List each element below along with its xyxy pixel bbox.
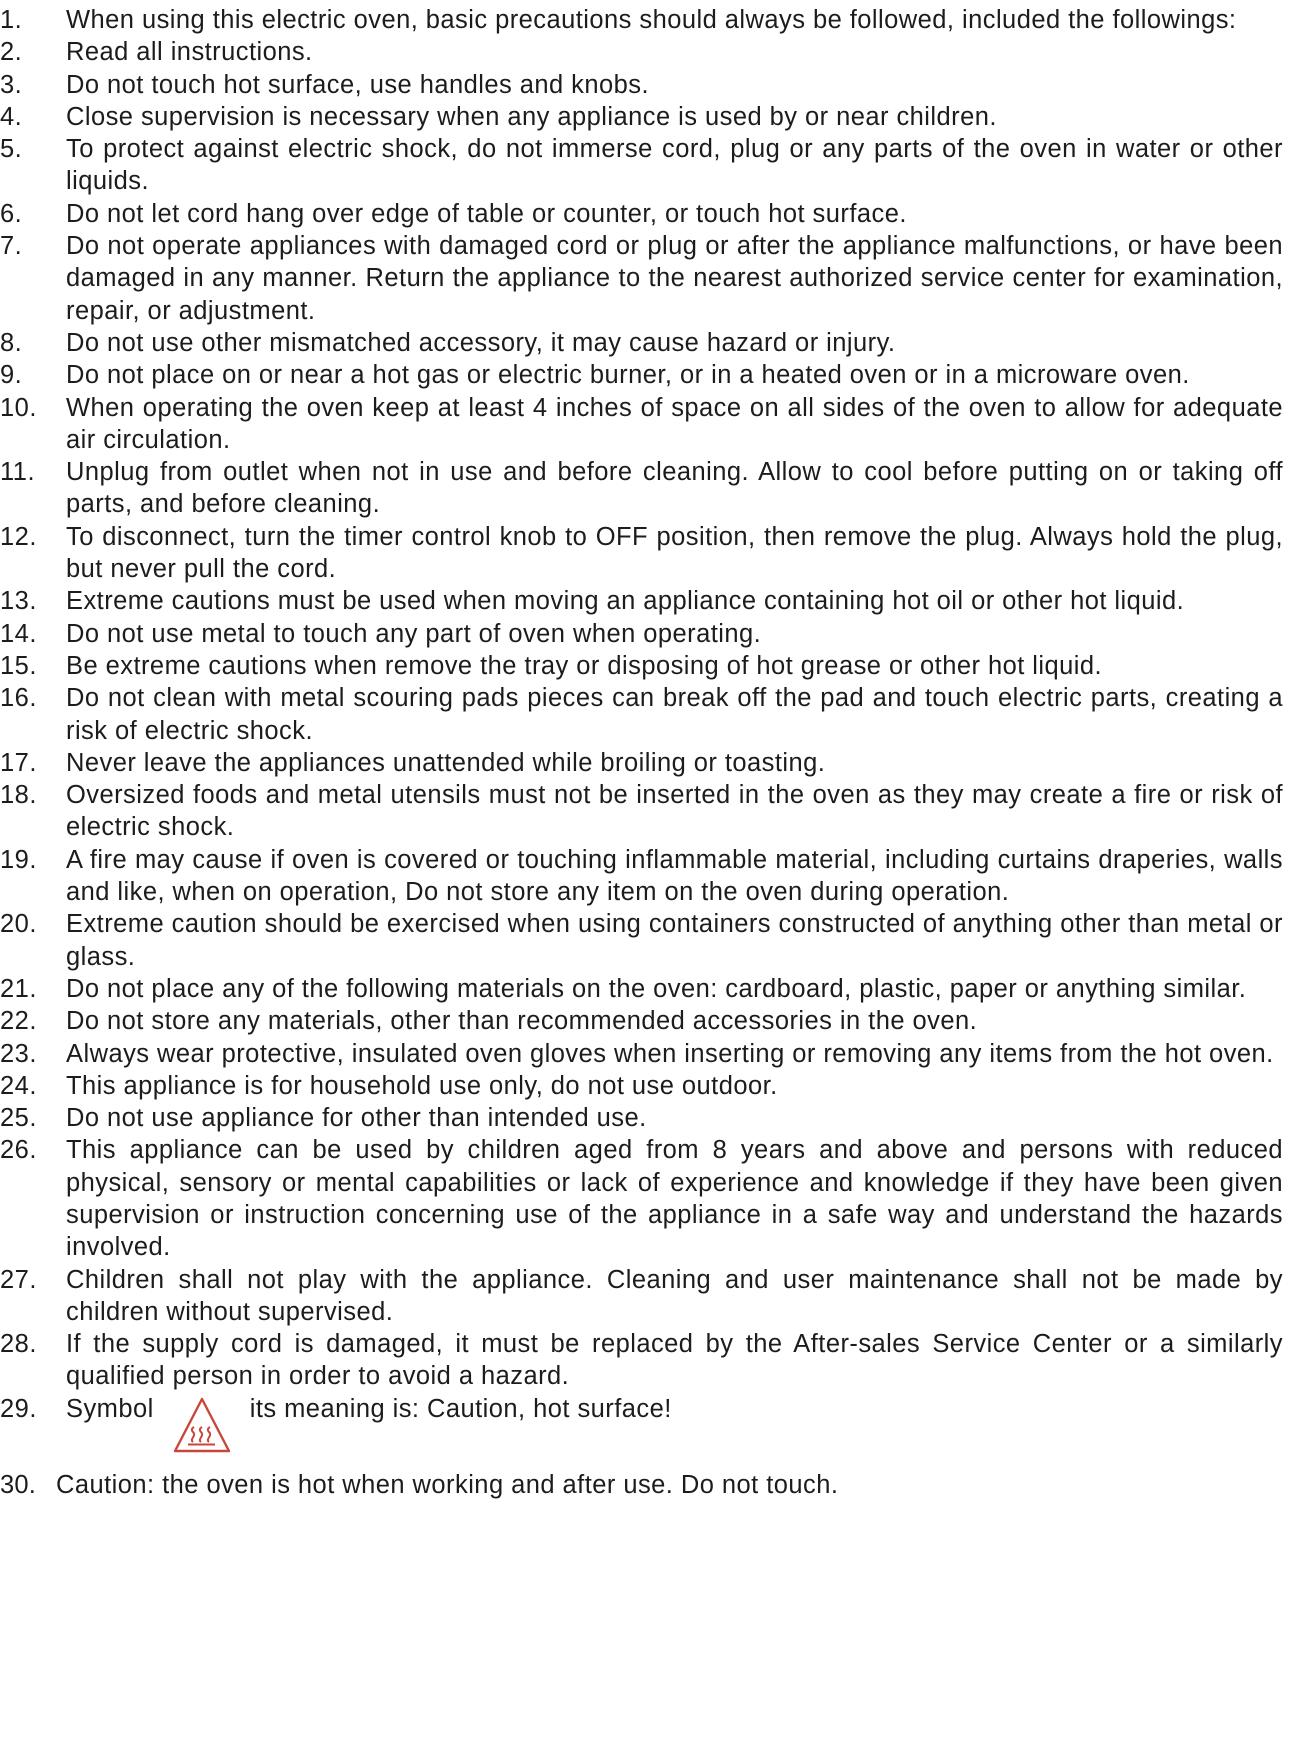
item-number: 12. (0, 522, 37, 551)
item-number: 4. (0, 102, 23, 131)
item-text: Do not place on or near a hot gas or electric burner, or in a heated oven or in a microware oven. (66, 361, 1190, 390)
instructions-page (0, 4, 1300, 1501)
list-item (0, 230, 1300, 327)
hot-surface-warning-icon (172, 1396, 232, 1454)
item-number: 9. (0, 361, 23, 390)
item-text: A fire may cause if oven is covered or touching inflammable material, including curtains draperies, walls and like, when on operation, Do not store any item on the oven during operation. (66, 845, 1283, 907)
list-item (0, 973, 1300, 1005)
list-item (0, 1328, 1300, 1393)
list-item (0, 133, 1300, 198)
item-text: Do not use other mismatched accessory, it may cause hazard or injury. (66, 328, 896, 357)
list-item (0, 1038, 1300, 1070)
item-text: Do not operate appliances with damaged cord or plug or after the appliance malfunctions, or have been damaged in any manner. Return the appliance to the nearest authorized service center for examination, repair, or adjustment. (66, 232, 1283, 325)
item-number: 1. (0, 6, 23, 34)
list-item (0, 69, 1300, 101)
item-number: 14. (0, 619, 37, 648)
list-item (0, 101, 1300, 133)
item-text: When operating the oven keep at least 4 inches of space on all sides of the oven to allow for adequate air circulation. (66, 393, 1283, 454)
item-text: To protect against electric shock, do not immerse cord, plug or any parts of the oven in water or other liquids. (66, 135, 1283, 196)
list-item (0, 844, 1300, 909)
item-text: To disconnect, turn the timer control knob to OFF position, then remove the plug. Always hold the plug, but never pull the cord. (66, 522, 1283, 584)
item-text: If the supply cord is damaged, it must be replaced by the After-sales Service Center or a similarly qualified person in order to avoid a hazard. (66, 1330, 1283, 1391)
item-text: Do not place any of the following materials on the oven: cardboard, plastic, paper or anything similar. (66, 974, 1247, 1003)
item-text: Oversized foods and metal utensils must not be inserted in the oven as they may create a fire or risk of electric shock. (66, 781, 1283, 842)
item-number: 16. (0, 684, 37, 713)
item-number: 29. (0, 1394, 37, 1423)
item-number: 23. (0, 1039, 37, 1068)
list-item (0, 198, 1300, 230)
item-text: Do not use metal to touch any part of oven when operating. (66, 619, 762, 648)
item-number: 30. (0, 1470, 37, 1499)
list-item (0, 585, 1300, 617)
item-text: Caution: the oven is hot when working and after use. Do not touch. (56, 1470, 839, 1499)
item-text: Unplug from outlet when not in use and before cleaning. Allow to cool before putting on or taking off parts, and before cleaning. (66, 458, 1283, 519)
item-text: Extreme cautions must be used when moving an appliance containing hot oil or other hot liquid. (66, 587, 1185, 616)
symbol-meaning: its meaning is: Caution, hot surface! (249, 1394, 672, 1423)
item-number: 7. (0, 232, 23, 261)
list-item (0, 521, 1300, 586)
symbol-line (66, 1393, 672, 1465)
list-item (0, 1264, 1300, 1329)
item-text: Always wear protective, insulated oven gloves when inserting or removing any items from the hot oven. (66, 1039, 1274, 1068)
item-text: Never leave the appliances unattended while broiling or toasting. (66, 748, 826, 777)
item-number: 5. (0, 135, 23, 164)
item-number: 20. (0, 910, 37, 939)
item-number: 10. (0, 393, 37, 422)
list-item (0, 779, 1300, 844)
list-item (0, 36, 1300, 68)
list-item (0, 747, 1300, 779)
safety-instructions-list (0, 4, 1300, 1501)
symbol-list-item (0, 1393, 1300, 1465)
list-item (0, 4, 1300, 36)
item-number: 25. (0, 1104, 37, 1133)
item-text: This appliance can be used by children aged from 8 years and above and persons with reduced physical, sensory or mental capabilities or lack of experience and knowledge if they have been given supervision or instruction concerning use of the appliance in a safe way and understand the hazards involved. (66, 1136, 1283, 1262)
item-text: Read all instructions. (66, 38, 313, 67)
list-item (0, 908, 1300, 973)
list-item (0, 1102, 1300, 1134)
item-number: 18. (0, 781, 37, 810)
item-number: 3. (0, 70, 23, 99)
item-text: Extreme caution should be exercised when using containers constructed of anything other than metal or glass. (66, 910, 1283, 971)
item-number: 15. (0, 651, 37, 680)
item-number: 6. (0, 199, 23, 228)
item-number: 11. (0, 458, 36, 487)
list-item (0, 1469, 1300, 1501)
list-item (0, 456, 1300, 521)
symbol-prefix: Symbol (66, 1394, 154, 1423)
item-text: This appliance is for household use only, do not use outdoor. (66, 1071, 778, 1100)
item-text: Do not store any materials, other than recommended accessories in the oven. (66, 1007, 978, 1036)
item-number: 17. (0, 748, 37, 777)
item-text: Close supervision is necessary when any appliance is used by or near children. (66, 102, 997, 131)
list-item (0, 618, 1300, 650)
item-text: Be extreme cautions when remove the tray or disposing of hot grease or other hot liquid. (66, 651, 1103, 680)
list-item (0, 1005, 1300, 1037)
item-number: 2. (0, 38, 23, 67)
item-text: Children shall not play with the appliance. Cleaning and user maintenance shall not be made by children without supervised. (66, 1265, 1283, 1326)
item-text: Do not use appliance for other than intended use. (66, 1104, 647, 1133)
item-number: 8. (0, 328, 23, 357)
item-number: 28. (0, 1330, 37, 1359)
list-item (0, 1134, 1300, 1263)
item-text: Do not clean with metal scouring pads pieces can break off the pad and touch electric parts, creating a risk of electric shock. (66, 684, 1283, 745)
item-text: Do not let cord hang over edge of table or counter, or touch hot surface. (66, 199, 907, 228)
item-text: Do not touch hot surface, use handles and knobs. (66, 70, 649, 99)
list-item (0, 682, 1300, 747)
list-item (0, 650, 1300, 682)
item-number: 26. (0, 1136, 37, 1165)
item-number: 19. (0, 845, 37, 874)
list-item (0, 359, 1300, 391)
item-text: When using this electric oven, basic precautions should always be followed, included the followings: (66, 6, 1237, 34)
list-item (0, 327, 1300, 359)
item-number: 13. (0, 587, 37, 616)
item-number: 24. (0, 1071, 37, 1100)
item-number: 22. (0, 1007, 37, 1036)
item-number: 27. (0, 1265, 37, 1294)
item-number: 21. (0, 974, 37, 1003)
list-item (0, 1070, 1300, 1102)
list-item (0, 392, 1300, 457)
